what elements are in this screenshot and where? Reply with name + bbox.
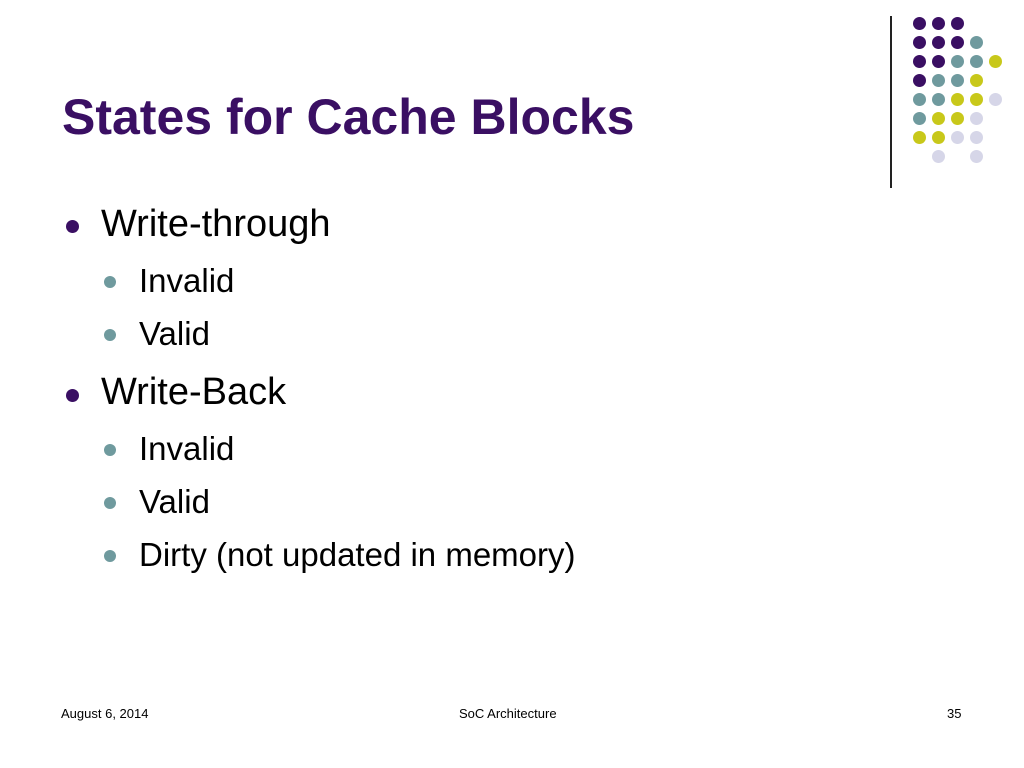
sub-bullet-valid: Valid [139, 315, 210, 352]
decorative-dot [932, 36, 945, 49]
decorative-dot [932, 55, 945, 68]
decorative-dot [951, 131, 964, 144]
sub-bullet-invalid: Invalid [139, 430, 235, 467]
bullet-icon [66, 389, 79, 402]
decorative-dot [913, 112, 926, 125]
decorative-dot [989, 93, 1002, 106]
decorative-dot [913, 55, 926, 68]
decorative-dot [970, 74, 983, 87]
decorative-dot [951, 17, 964, 30]
sub-bullet-icon [104, 329, 116, 341]
decorative-dot [913, 74, 926, 87]
decorative-dot [932, 17, 945, 30]
sub-bullet-icon [104, 276, 116, 288]
decorative-dot [913, 93, 926, 106]
sub-bullet-dirty: Dirty (not updated in memory) [139, 536, 576, 573]
sub-bullet-icon [104, 497, 116, 509]
decorative-dot [951, 36, 964, 49]
bullet-write-back: Write-Back [101, 371, 287, 413]
decorative-divider [890, 16, 892, 188]
decorative-dot [970, 112, 983, 125]
decorative-dot [913, 131, 926, 144]
slide-title: States for Cache Blocks [62, 89, 635, 145]
decorative-dot [932, 112, 945, 125]
decorative-dot [913, 36, 926, 49]
sub-bullet-invalid: Invalid [139, 262, 235, 299]
decorative-dot [951, 93, 964, 106]
footer-title: SoC Architecture [459, 706, 557, 721]
footer-date: August 6, 2014 [61, 706, 149, 721]
decorative-dot [970, 131, 983, 144]
decorative-dot [970, 36, 983, 49]
decorative-dot [913, 17, 926, 30]
sub-bullet-icon [104, 444, 116, 456]
decorative-dot [970, 150, 983, 163]
decorative-dot [951, 55, 964, 68]
sub-bullet-icon [104, 550, 116, 562]
sub-bullet-valid: Valid [139, 483, 210, 520]
bullet-write-through: Write-through [101, 203, 331, 245]
decorative-dot [951, 112, 964, 125]
bullet-icon [66, 220, 79, 233]
decorative-dot [989, 55, 1002, 68]
footer-page-number: 35 [947, 706, 962, 721]
decorative-dot [932, 150, 945, 163]
decorative-dot [932, 131, 945, 144]
decorative-dot [932, 93, 945, 106]
decorative-dot [951, 74, 964, 87]
decorative-dot [970, 55, 983, 68]
decorative-dot [970, 93, 983, 106]
decorative-dot [932, 74, 945, 87]
